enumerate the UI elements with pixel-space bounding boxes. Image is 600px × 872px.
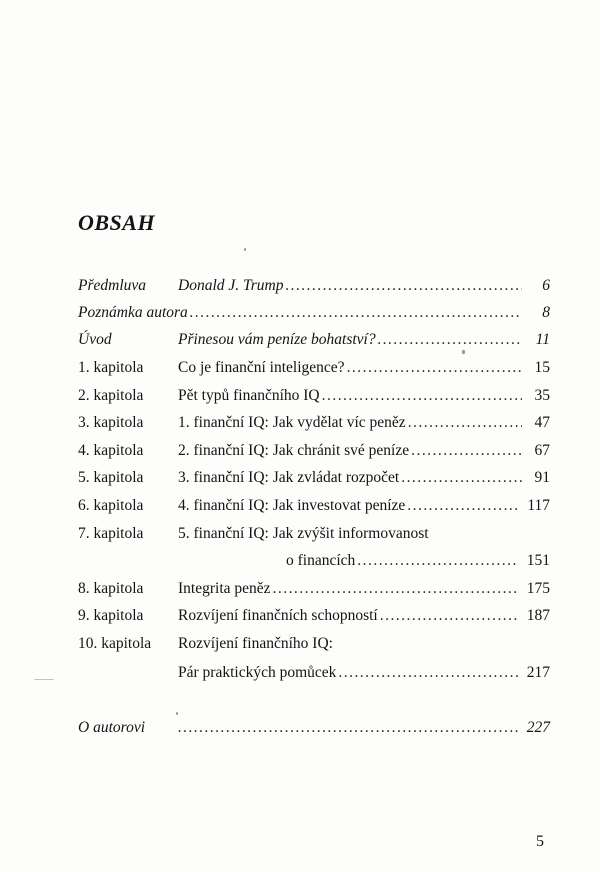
toc-entry-title: 2. finanční IQ: Jak chránit své peníze <box>178 442 410 459</box>
dot-leader <box>178 718 519 738</box>
toc-entry-label: 2. kapitola <box>78 387 144 404</box>
dot-leader <box>338 663 518 683</box>
toc-entry-page: 117 <box>527 497 550 514</box>
toc-entry-page: 35 <box>534 387 550 404</box>
toc-entry-chapter-6 <box>78 496 550 516</box>
toc-entry-title: 5. finanční IQ: Jak zvýšit informovanost <box>178 525 429 542</box>
dot-leader <box>407 496 519 516</box>
toc-entry-introduction <box>78 330 550 350</box>
toc-entry-title-continued: o financích <box>286 552 356 569</box>
toc-entry-page: 217 <box>526 664 550 681</box>
scan-speck <box>34 679 54 680</box>
toc-entry-title: 4. finanční IQ: Jak investovat peníze <box>178 497 406 514</box>
toc-entry-title: 1. finanční IQ: Jak vydělat víc peněz <box>178 414 406 431</box>
toc-entry-label: 6. kapitola <box>78 497 144 514</box>
toc-entry-label: 3. kapitola <box>78 414 144 431</box>
dot-leader <box>408 413 522 433</box>
toc-entry-page: 6 <box>542 277 550 294</box>
toc-entry-page: 8 <box>542 304 550 321</box>
toc-entry-label: Poznámka autora <box>78 304 188 321</box>
toc-entry-title: Rozvíjení finančního IQ: <box>178 635 333 652</box>
toc-entry-page: 11 <box>535 331 550 348</box>
toc-entry-page: 187 <box>526 607 550 624</box>
dot-leader <box>401 468 522 488</box>
toc-entry-title: Pět typů finančního IQ <box>178 387 320 404</box>
toc-entry-label: O autorovi <box>78 719 146 736</box>
toc-entry-label: 1. kapitola <box>78 359 144 376</box>
toc-entry-chapter-1 <box>78 358 550 378</box>
toc-entry-title: Co je finanční inteligence? <box>178 359 345 376</box>
toc-entry-chapter-7 <box>78 524 550 544</box>
page-title: OBSAH <box>78 210 156 235</box>
toc-entry-about-author <box>78 718 550 738</box>
toc-entry-label: 9. kapitola <box>78 607 144 624</box>
toc-entry-label: Předmluva <box>78 277 147 294</box>
dot-leader <box>190 303 522 323</box>
toc-entry-title: Přinesou vám peníze bohatství? <box>178 331 376 348</box>
toc-entry-page: 15 <box>534 359 550 376</box>
toc-entry-chapter-2 <box>78 386 550 406</box>
toc-entry-chapter-4 <box>78 441 550 461</box>
toc-entry-page: 227 <box>526 719 550 736</box>
toc-entry-chapter-10 <box>78 634 550 654</box>
toc-entry-title: 3. finanční IQ: Jak zvládat rozpočet <box>178 469 400 486</box>
toc-entry-foreword <box>78 276 550 296</box>
toc-entry-author-note <box>78 303 550 323</box>
toc-entry-page: 91 <box>534 469 550 486</box>
scan-speck <box>244 248 246 251</box>
toc-entry-page: 67 <box>534 442 550 459</box>
toc-entry-label: Úvod <box>78 331 112 348</box>
toc-entry-label: 7. kapitola <box>78 525 144 542</box>
toc-entry-label: 4. kapitola <box>78 442 144 459</box>
toc-entry-chapter-5 <box>78 468 550 488</box>
scan-speck <box>176 712 178 715</box>
dot-leader <box>347 358 522 378</box>
toc-entry-page: 151 <box>526 552 550 569</box>
toc-entry-page: 175 <box>526 580 550 597</box>
toc-entry-chapter-8 <box>78 579 550 599</box>
toc-entry-title: Rozvíjení finančních schopností <box>178 607 378 624</box>
toc-entry-title: Integrita peněz <box>178 580 271 597</box>
toc-entry-page: 47 <box>534 414 550 431</box>
toc-entry-title: Donald J. Trump <box>178 277 284 294</box>
dot-leader <box>378 330 522 350</box>
scan-speck <box>462 350 465 354</box>
toc-entry-label: 8. kapitola <box>78 580 144 597</box>
page-number: 5 <box>536 833 544 850</box>
dot-leader <box>273 579 519 599</box>
dot-leader <box>322 386 522 406</box>
toc-entry-label: 5. kapitola <box>78 469 144 486</box>
dot-leader <box>411 441 522 461</box>
toc-entry-chapter-9 <box>78 606 550 626</box>
toc-entry-chapter-7-continued <box>78 551 550 571</box>
toc-entry-title-continued: Pár praktických pomůcek <box>178 664 337 681</box>
toc-entry-label: 10. kapitola <box>78 635 152 652</box>
dot-leader <box>357 551 518 571</box>
toc-entry-chapter-3 <box>78 413 550 433</box>
dot-leader <box>380 606 519 626</box>
toc-entry-chapter-10-continued <box>78 663 550 683</box>
dot-leader <box>286 276 523 296</box>
